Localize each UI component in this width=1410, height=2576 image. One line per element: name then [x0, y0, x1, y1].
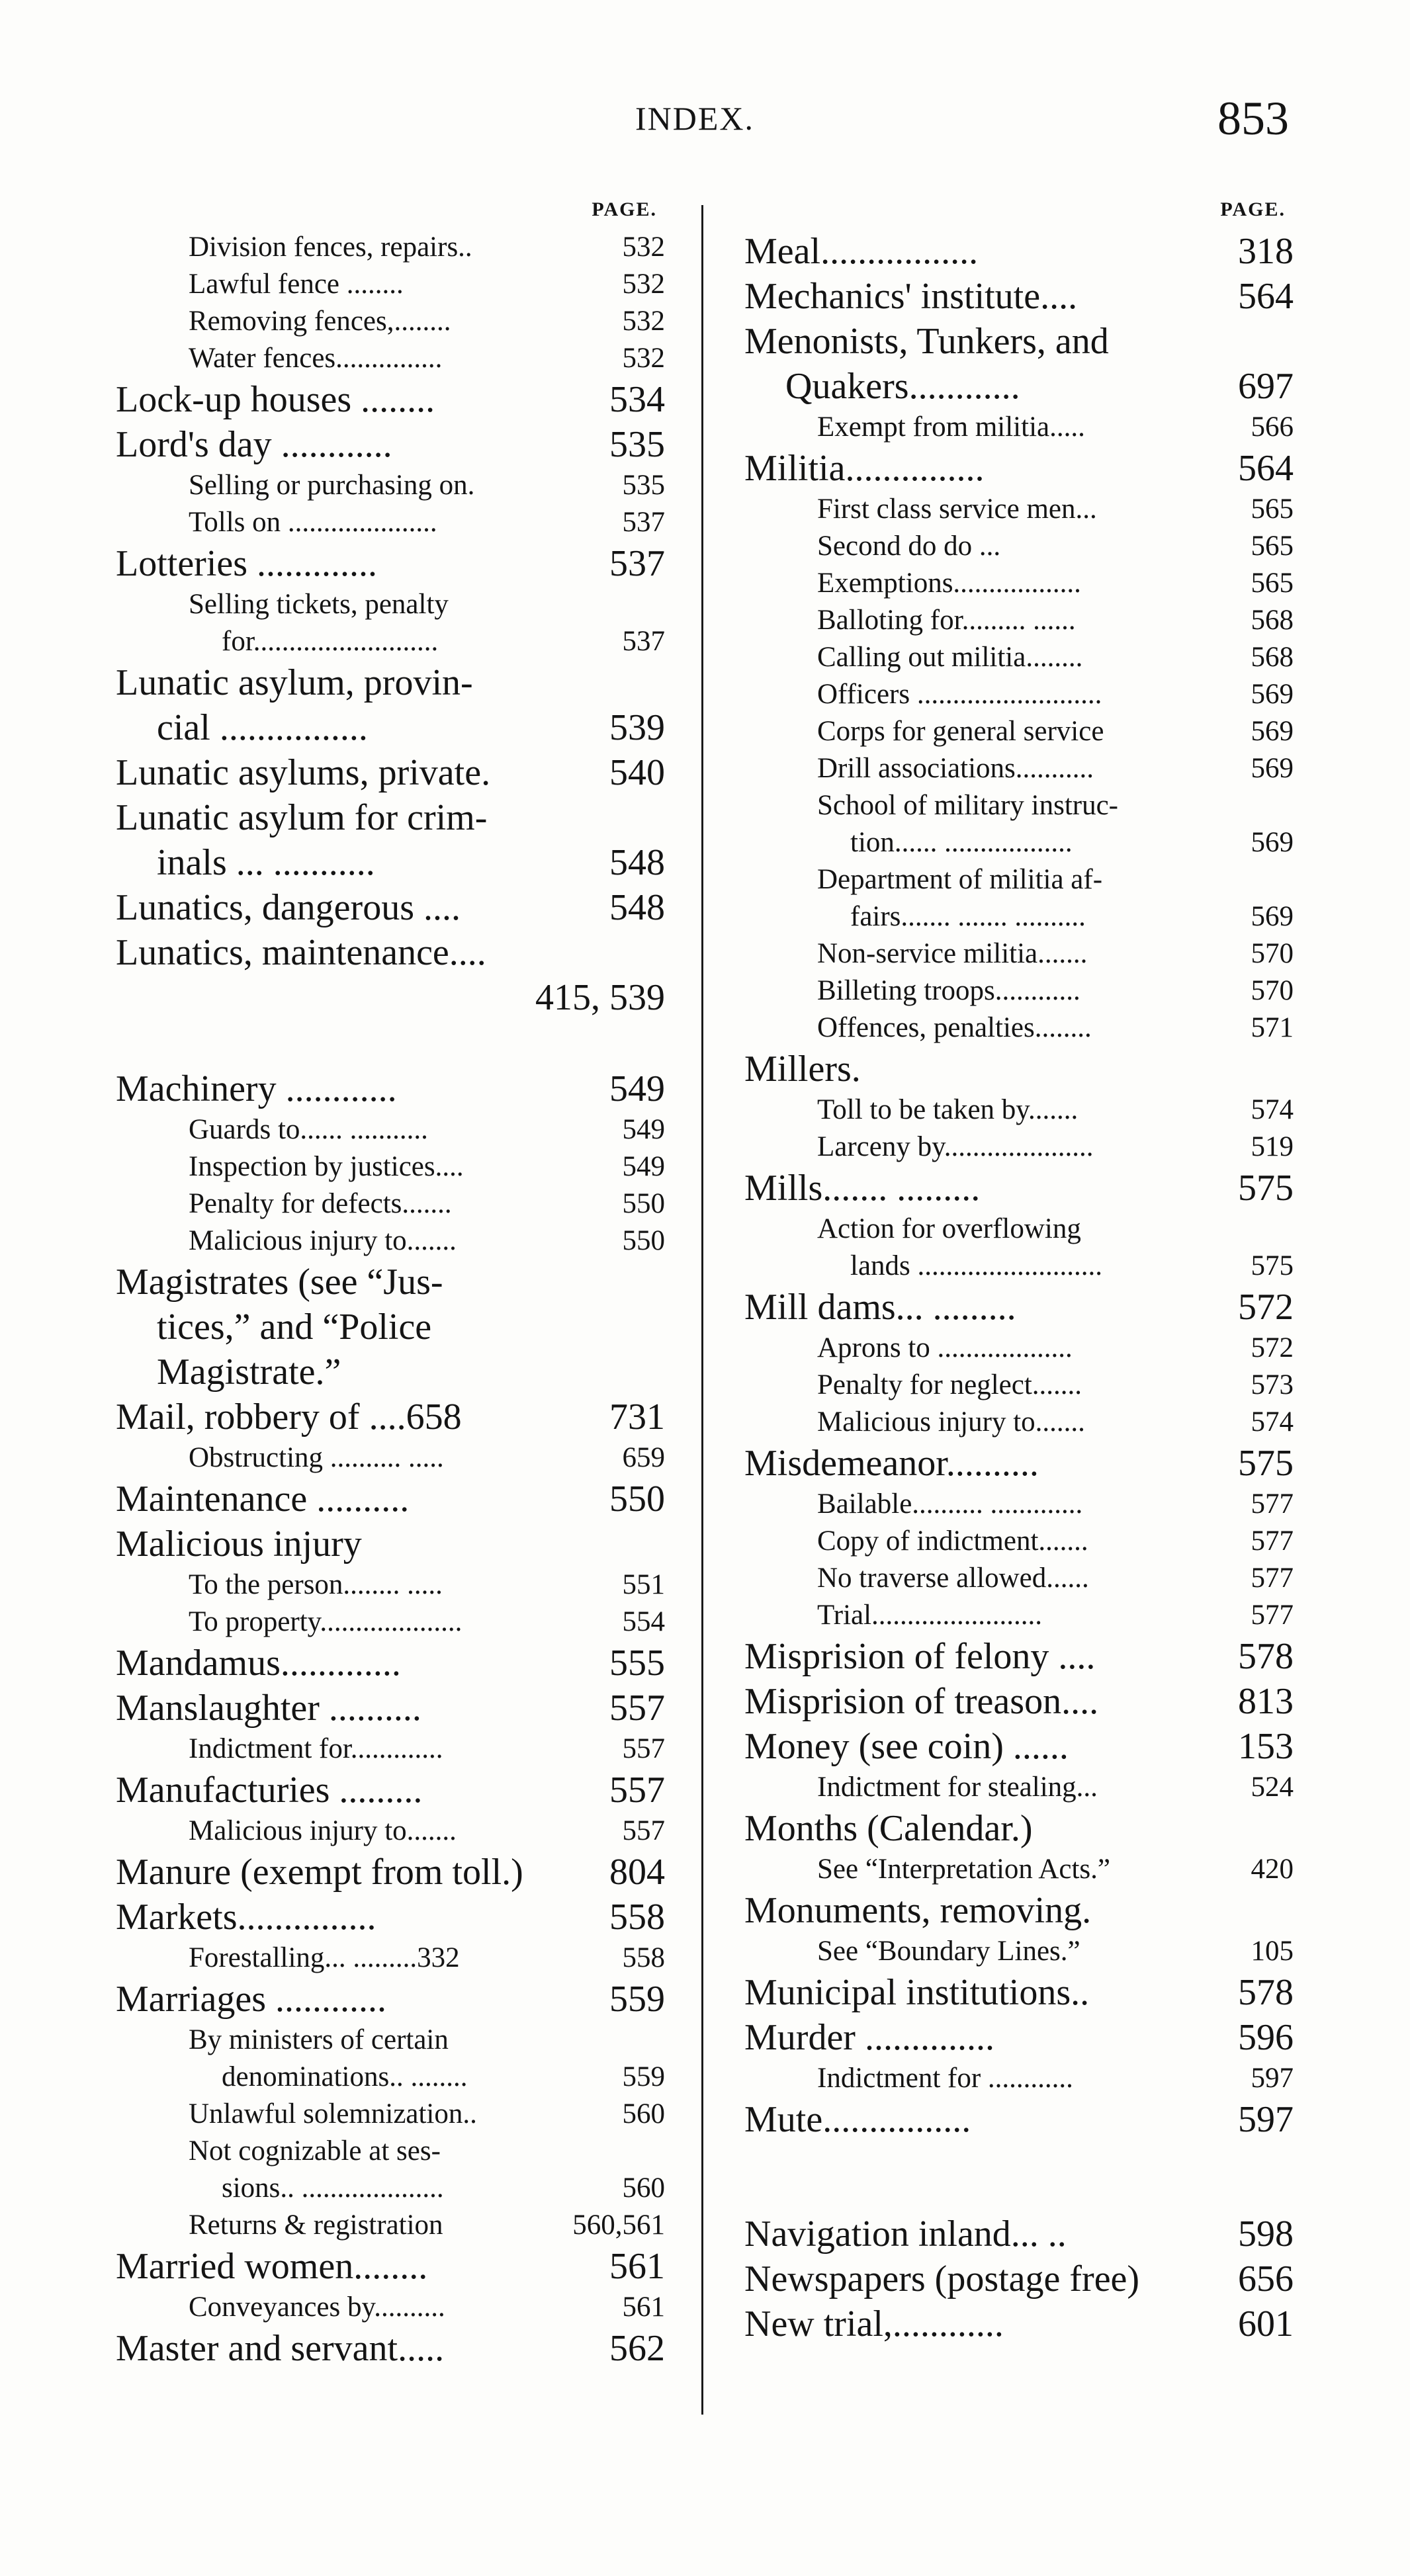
index-entry	[116, 660, 665, 705]
entry-page-ref: 535	[609, 424, 665, 465]
entry-page-ref: 557	[622, 1733, 665, 1764]
entry-text: Militia...............	[744, 448, 985, 489]
entry-text: See “Boundary Lines.”	[817, 1936, 1080, 1967]
entry-page-ref: 551	[622, 1569, 665, 1600]
index-entry	[116, 1350, 665, 1395]
entry-page-ref: 731	[609, 1396, 665, 1438]
index-entry	[116, 1395, 665, 1439]
entry-text: Balloting for......... ......	[817, 605, 1076, 636]
index-entry	[116, 1305, 665, 1350]
entry-text: Department of militia af-	[817, 864, 1103, 895]
entry-page-ref: 535	[622, 470, 665, 501]
entry-text: Money (see coin) ......	[744, 1726, 1069, 1767]
index-entry	[744, 787, 1294, 824]
entry-text: Removing fences,........	[189, 306, 451, 337]
index-entry	[116, 1111, 665, 1148]
entry-page-ref: 574	[1251, 1094, 1294, 1125]
entry-text: Manure (exempt from toll.)	[116, 1852, 523, 1893]
entry-text: Lawful fence ........	[189, 269, 404, 300]
entry-text: Misprision of treason....	[744, 1681, 1099, 1722]
entry-page-ref: 534	[609, 379, 665, 420]
index-entry	[744, 1404, 1294, 1441]
entry-text: Tolls on .....................	[189, 507, 437, 538]
index-entry	[116, 930, 665, 975]
entry-text: New trial,............	[744, 2303, 1004, 2344]
index-entry	[116, 1604, 665, 1641]
entry-page-ref: 564	[1238, 276, 1294, 317]
entry-page-ref: 570	[1251, 938, 1294, 969]
entry-page-ref: 577	[1251, 1600, 1294, 1631]
index-entry	[744, 1888, 1294, 1933]
index-entry	[116, 1522, 665, 1567]
index-entry	[116, 340, 665, 377]
entry-text: Offences, penalties........	[817, 1012, 1092, 1043]
entry-page-ref: 549	[622, 1151, 665, 1182]
index-entry	[744, 2060, 1294, 2097]
index-entry	[116, 422, 665, 467]
entry-text: Officers ..........................	[817, 679, 1102, 710]
entry-page-ref: 560	[622, 2172, 665, 2204]
entry-page-ref: 578	[1238, 1636, 1294, 1677]
entry-text: for..........................	[222, 626, 439, 657]
entry-text: Mechanics' institute....	[744, 276, 1078, 317]
index-entry	[744, 1933, 1294, 1970]
entry-text: Mute................	[744, 2099, 971, 2140]
entry-text: Penalty for defects.......	[189, 1188, 452, 1219]
entry-text: Selling tickets, penalty	[189, 589, 449, 620]
index-entry	[116, 541, 665, 586]
entry-page-ref: 577	[1251, 1563, 1294, 1594]
entry-page-ref: 560	[622, 2098, 665, 2129]
entry-text: Lunatic asylum for crim-	[116, 797, 488, 838]
entry-text: Married women........	[116, 2246, 428, 2287]
index-entry	[744, 1486, 1294, 1523]
index-entry	[116, 1731, 665, 1768]
entry-page-ref: 560,561	[572, 2210, 665, 2241]
entry-page-ref: 550	[622, 1188, 665, 1219]
index-entry	[744, 1047, 1294, 1092]
entry-text: Indictment for ............	[817, 2063, 1073, 2094]
column-divider	[701, 205, 703, 2415]
index-entry	[116, 266, 665, 303]
entry-text: Marriages ............	[116, 1979, 387, 2020]
entry-page-ref: 697	[1238, 366, 1294, 407]
entry-text: Action for overflowing	[817, 1213, 1081, 1244]
index-entry	[116, 750, 665, 795]
index-entry	[744, 319, 1294, 364]
entry-page-ref: 575	[1238, 1168, 1294, 1209]
index-entry	[116, 705, 665, 750]
entry-text: tion...... ..................	[850, 827, 1073, 858]
entry-text: Exemptions..................	[817, 568, 1081, 599]
entry-text: Unlawful solemnization..	[189, 2098, 477, 2129]
entry-text: Returns & registration	[189, 2210, 443, 2241]
entry-page-ref: 540	[609, 752, 665, 793]
running-title: INDEX.	[635, 100, 755, 137]
index-entry	[116, 303, 665, 340]
entry-page-ref: 537	[622, 507, 665, 538]
index-entry	[116, 2244, 665, 2289]
entry-page-ref: 558	[609, 1897, 665, 1938]
index-entry	[116, 1223, 665, 1260]
entry-page-ref: 565	[1251, 494, 1294, 525]
index-entry	[116, 1641, 665, 1686]
entry-text: Menonists, Tunkers, and	[744, 321, 1109, 362]
entry-text: Misdemeanor..........	[744, 1443, 1039, 1484]
entry-page-ref: 532	[622, 232, 665, 263]
entry-text: lands ..........................	[850, 1250, 1103, 1281]
entry-page-ref: 574	[1251, 1406, 1294, 1438]
index-entry	[116, 504, 665, 541]
index-entry	[116, 2326, 665, 2371]
index-entry	[744, 1523, 1294, 1560]
entry-page-ref: 558	[622, 1942, 665, 1973]
entry-text: Lunatic asylums, private.	[116, 752, 491, 793]
index-entry	[744, 602, 1294, 639]
index-entry	[744, 861, 1294, 898]
entry-text: Mail, robbery of ....658	[116, 1396, 462, 1438]
index-entry	[116, 1567, 665, 1604]
entry-page-ref: 532	[622, 306, 665, 337]
entry-list	[116, 229, 665, 2371]
index-entry	[744, 676, 1294, 713]
entry-page-ref: 578	[1238, 1972, 1294, 2013]
entry-page-ref: 415, 539	[535, 977, 665, 1018]
entry-text: Months (Calendar.)	[744, 1808, 1033, 1849]
entry-text: Manufacturies .........	[116, 1770, 423, 1811]
entry-page-ref: 550	[609, 1479, 665, 1520]
index-entry	[116, 1686, 665, 1731]
index-entry	[744, 1806, 1294, 1851]
entry-page-ref: 566	[1251, 411, 1294, 443]
section-gap	[116, 1020, 665, 1066]
index-entry	[116, 1185, 665, 1223]
entry-text: Magistrate.”	[157, 1352, 341, 1393]
index-entry	[116, 2207, 665, 2244]
entry-page-ref: 532	[622, 343, 665, 374]
entry-page-ref: 568	[1251, 605, 1294, 636]
entry-page-ref: 557	[609, 1688, 665, 1729]
entry-text: Magistrates (see “Jus-	[116, 1262, 443, 1303]
entry-text: Meal.................	[744, 231, 979, 272]
entry-page-ref: 572	[1238, 1287, 1294, 1328]
page-column-header: PAGE.	[592, 198, 657, 220]
index-entry	[116, 2289, 665, 2326]
index-entry	[744, 2097, 1294, 2142]
index-column-left	[116, 198, 665, 2371]
index-entry	[744, 1441, 1294, 1486]
index-entry	[116, 1148, 665, 1185]
entry-text: Murder ..............	[744, 2017, 994, 2058]
entry-text: denominations.. ........	[222, 2061, 468, 2092]
index-entry	[744, 2015, 1294, 2060]
entry-text: Monuments, removing.	[744, 1890, 1092, 1931]
entry-page-ref: 601	[1238, 2303, 1294, 2344]
entry-text: Lunatics, dangerous ....	[116, 887, 461, 928]
index-entry	[744, 1285, 1294, 1330]
entry-text: Aprons to ...................	[817, 1332, 1073, 1363]
entry-page-ref: 524	[1251, 1772, 1294, 1803]
index-entry	[744, 1009, 1294, 1047]
index-entry	[744, 1769, 1294, 1806]
index-entry	[744, 1166, 1294, 1211]
index-column-right	[744, 198, 1294, 2346]
index-entry	[744, 972, 1294, 1009]
index-entry	[744, 1367, 1294, 1404]
entry-text: Markets...............	[116, 1897, 376, 1938]
entry-page-ref: 559	[622, 2061, 665, 2092]
entry-text: Forestalling... .........332	[189, 1942, 460, 1973]
entry-page-ref: 105	[1251, 1936, 1294, 1967]
entry-page-ref: 557	[609, 1770, 665, 1811]
index-entry	[744, 1560, 1294, 1597]
entry-text: Lunatic asylum, provin-	[116, 662, 473, 703]
entry-page-ref: 555	[609, 1643, 665, 1684]
entry-page-ref: 565	[1251, 531, 1294, 562]
entry-page-ref: 562	[609, 2328, 665, 2369]
index-entry	[744, 2301, 1294, 2346]
entry-page-ref: 559	[609, 1979, 665, 2020]
entry-page-ref: 597	[1238, 2099, 1294, 2140]
entry-text: Division fences, repairs..	[189, 232, 472, 263]
index-entry	[744, 1211, 1294, 1248]
index-entry	[744, 1851, 1294, 1888]
index-entry	[116, 2170, 665, 2207]
entry-text: Corps for general service	[817, 716, 1104, 747]
entry-text: Malicious injury to.......	[189, 1815, 457, 1846]
entry-page-ref: 656	[1238, 2258, 1294, 2299]
entry-page-ref: 561	[622, 2292, 665, 2323]
index-entry	[744, 364, 1294, 409]
entry-page-ref: 564	[1238, 448, 1294, 489]
entry-page-ref: 554	[622, 1606, 665, 1637]
entry-text: Exempt from militia.....	[817, 411, 1085, 443]
entry-text: Manslaughter ..........	[116, 1688, 421, 1729]
entry-page-ref: 532	[622, 269, 665, 300]
entry-text: See “Interpretation Acts.”	[817, 1854, 1110, 1885]
index-entry	[744, 750, 1294, 787]
entry-text: Obstructing .......... .....	[189, 1442, 444, 1473]
index-entry	[744, 1129, 1294, 1166]
entry-page-ref: 804	[609, 1852, 665, 1893]
entry-page-ref: 569	[1251, 753, 1294, 784]
entry-page-ref: 561	[609, 2246, 665, 2287]
entry-page-ref: 549	[622, 1114, 665, 1145]
entry-text: cial ................	[157, 707, 368, 748]
index-entry	[744, 1970, 1294, 2015]
entry-page-ref: 575	[1251, 1250, 1294, 1281]
index-entry	[744, 1092, 1294, 1129]
entry-page-ref: 565	[1251, 568, 1294, 599]
index-entry	[744, 491, 1294, 528]
entry-text: Calling out militia........	[817, 642, 1083, 673]
entry-page-ref: 548	[609, 887, 665, 928]
index-entry	[744, 2211, 1294, 2256]
entry-page-ref: 577	[1251, 1488, 1294, 1520]
entry-text: Malicious injury to.......	[817, 1406, 1085, 1438]
entry-page-ref: 568	[1251, 642, 1294, 673]
index-entry	[744, 274, 1294, 319]
entry-page-ref: 569	[1251, 716, 1294, 747]
index-entry	[744, 1330, 1294, 1367]
entry-text: Mill dams... .........	[744, 1287, 1016, 1328]
index-entry	[744, 446, 1294, 491]
entry-page-ref: 597	[1251, 2063, 1294, 2094]
index-entry	[116, 1850, 665, 1895]
entry-page-ref: 537	[609, 543, 665, 584]
entry-text: Mills....... .........	[744, 1168, 981, 1209]
index-entry	[116, 2059, 665, 2096]
section-gap	[744, 2142, 1294, 2211]
entry-text: sions.. ....................	[222, 2172, 444, 2204]
entry-text: Lunatics, maintenance....	[116, 932, 486, 973]
entry-page-ref: 659	[622, 1442, 665, 1473]
entry-text: Second do do ...	[817, 531, 1001, 562]
entry-text: Indictment for stealing...	[817, 1772, 1098, 1803]
entry-text: Newspapers (postage free)	[744, 2258, 1140, 2299]
entry-text: By ministers of certain	[189, 2024, 449, 2055]
entry-text: First class service men...	[817, 494, 1097, 525]
entry-page-ref: 569	[1251, 679, 1294, 710]
entry-text: inals ... ...........	[157, 842, 375, 883]
entry-page-ref: 577	[1251, 1525, 1294, 1557]
entry-text: Quakers............	[785, 366, 1020, 407]
index-entry	[116, 1768, 665, 1813]
page-column-header: PAGE.	[1220, 198, 1286, 220]
entry-text: Water fences...............	[189, 343, 443, 374]
index-entry	[116, 1477, 665, 1522]
index-entry	[744, 935, 1294, 972]
index-entry	[116, 1260, 665, 1305]
index-entry	[744, 1724, 1294, 1769]
index-entry	[116, 2096, 665, 2133]
index-entry	[744, 639, 1294, 676]
entry-page-ref: 571	[1251, 1012, 1294, 1043]
entry-text: Bailable.......... .............	[817, 1488, 1083, 1520]
entry-page-ref: 570	[1251, 975, 1294, 1006]
entry-page-ref: 548	[609, 842, 665, 883]
entry-page-ref: 575	[1238, 1443, 1294, 1484]
entry-text: Indictment for.............	[189, 1733, 443, 1764]
entry-text: Drill associations...........	[817, 753, 1094, 784]
index-entry	[744, 1597, 1294, 1634]
entry-text: Lord's day ............	[116, 424, 392, 465]
entry-text: Malicious injury	[116, 1524, 362, 1565]
entry-page-ref: 573	[1251, 1369, 1294, 1400]
entry-text: Non-service militia.......	[817, 938, 1088, 969]
entry-text: fairs....... ....... ..........	[850, 901, 1086, 932]
entry-text: Inspection by justices....	[189, 1151, 464, 1182]
entry-list	[744, 229, 1294, 2346]
entry-page-ref: 569	[1251, 827, 1294, 858]
entry-page-ref: 153	[1238, 1726, 1294, 1767]
entry-text: Millers.	[744, 1049, 861, 1090]
index-entry	[744, 898, 1294, 935]
index-entry	[744, 824, 1294, 861]
index-entry	[744, 565, 1294, 602]
entry-text: Selling or purchasing on.	[189, 470, 475, 501]
index-entry	[744, 1679, 1294, 1724]
index-entry	[116, 467, 665, 504]
entry-text: Trial........................	[817, 1600, 1043, 1631]
entry-text: To property....................	[189, 1606, 463, 1637]
index-entry	[744, 2256, 1294, 2301]
index-entry	[116, 2022, 665, 2059]
index-entry	[116, 840, 665, 885]
entry-text: Copy of indictment.......	[817, 1525, 1088, 1557]
entry-page-ref: 596	[1238, 2017, 1294, 2058]
index-entry	[116, 229, 665, 266]
index-entry	[116, 795, 665, 840]
entry-text: Lock-up houses ........	[116, 379, 435, 420]
index-entry	[116, 1940, 665, 1977]
index-entry	[744, 229, 1294, 274]
entry-text: Master and servant.....	[116, 2328, 445, 2369]
entry-page-ref: 318	[1238, 231, 1294, 272]
index-entry	[116, 1439, 665, 1477]
entry-text: Municipal institutions..	[744, 1972, 1090, 2013]
index-entry	[744, 409, 1294, 446]
index-entry	[116, 1895, 665, 1940]
index-entry	[116, 2133, 665, 2170]
index-entry	[116, 623, 665, 660]
entry-page-ref: 569	[1251, 901, 1294, 932]
entry-text: Navigation inland... ..	[744, 2213, 1067, 2254]
index-entry	[116, 1977, 665, 2022]
entry-text: Billeting troops............	[817, 975, 1080, 1006]
index-entry	[744, 1634, 1294, 1679]
entry-page-ref: 420	[1251, 1854, 1294, 1885]
entry-page-ref: 557	[622, 1815, 665, 1846]
index-entry	[744, 1248, 1294, 1285]
entry-text: Penalty for neglect.......	[817, 1369, 1082, 1400]
entry-text: To the person........ .....	[189, 1569, 443, 1600]
page-number: 853	[1217, 92, 1289, 145]
entry-page-ref: 537	[622, 626, 665, 657]
entry-text: Mandamus.............	[116, 1643, 401, 1684]
index-entry	[116, 975, 665, 1020]
entry-text: Machinery ............	[116, 1068, 397, 1109]
entry-page-ref: 813	[1238, 1681, 1294, 1722]
index-entry	[116, 586, 665, 623]
entry-text: No traverse allowed......	[817, 1563, 1089, 1594]
entry-text: Not cognizable at ses-	[189, 2135, 441, 2167]
entry-text: Toll to be taken by.......	[817, 1094, 1079, 1125]
entry-page-ref: 539	[609, 707, 665, 748]
entry-text: Larceny by.....................	[817, 1131, 1094, 1162]
entry-text: Maintenance ..........	[116, 1479, 410, 1520]
index-entry	[116, 885, 665, 930]
entry-text: tices,” and “Police	[157, 1307, 432, 1348]
entry-page-ref: 598	[1238, 2213, 1294, 2254]
entry-text: School of military instruc-	[817, 790, 1119, 821]
index-entry	[116, 1813, 665, 1850]
entry-page-ref: 519	[1251, 1131, 1294, 1162]
entry-text: Guards to...... ...........	[189, 1114, 428, 1145]
index-entry	[116, 377, 665, 422]
index-entry	[744, 528, 1294, 565]
entry-text: Malicious injury to.......	[189, 1225, 457, 1256]
entry-text: Conveyances by..........	[189, 2292, 445, 2323]
entry-text: Misprision of felony ....	[744, 1636, 1096, 1677]
index-entry	[744, 713, 1294, 750]
index-entry	[116, 1066, 665, 1111]
entry-text: Lotteries .............	[116, 543, 378, 584]
entry-page-ref: 572	[1251, 1332, 1294, 1363]
entry-page-ref: 549	[609, 1068, 665, 1109]
entry-page-ref: 550	[622, 1225, 665, 1256]
